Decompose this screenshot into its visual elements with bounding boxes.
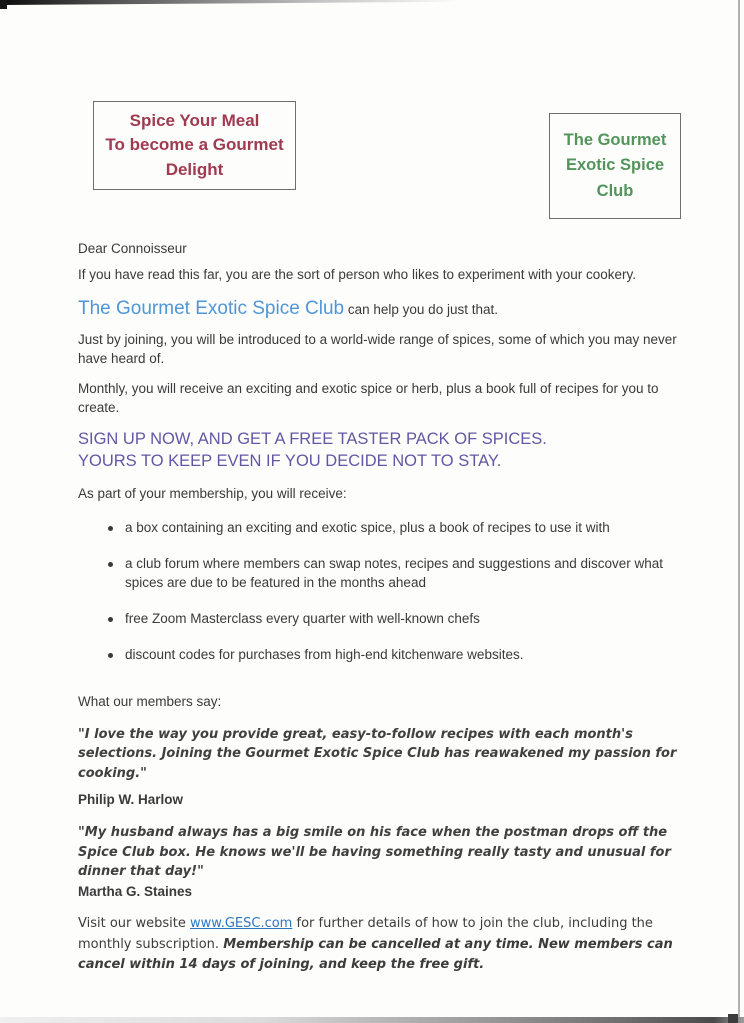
membership-intro: As part of your membership, you will receive: [78, 486, 347, 502]
club-sentence [78, 296, 694, 323]
footer-paragraph [78, 914, 694, 974]
scan-edge-top [0, 0, 461, 5]
slogan-line: Delight [165, 159, 224, 179]
benefit-item [125, 555, 694, 593]
scan-corner-mark [0, 0, 7, 9]
benefit-item [125, 610, 694, 629]
scan-bottom-mark [728, 1014, 738, 1023]
joining-paragraph: Just by joining, you will be introduced to a world-wide range of spices, some of which you may never have heard of. [78, 332, 677, 367]
club-box-line: Club [596, 181, 634, 200]
scan-edge-bottom [0, 1017, 744, 1023]
bullet-dot-icon [108, 526, 113, 531]
club-name-text: The Gourmet Exotic Spice Club [78, 297, 345, 319]
slogan-box [93, 101, 296, 190]
signup-heading-line1: SIGN UP NOW, AND GET A FREE TASTER PACK OF SPICES. [78, 429, 547, 448]
testimonial-author: Philip W. Harlow [78, 792, 184, 808]
monthly-paragraph: Monthly, you will receive an exciting and exotic spice or herb, plus a book full of recipes for you to create. [78, 381, 659, 416]
bullet-dot-icon [108, 562, 113, 567]
testimonial-quote: "I love the way you provide great, easy-to-follow recipes with each month's selections. Joining the Gourmet Exotic Spice Club has reawakened my passion for cooking." [78, 726, 677, 781]
bullet-dot-icon [108, 653, 113, 658]
benefit-text: free Zoom Masterclass every quarter with well-known chefs [125, 611, 480, 627]
benefits-list [78, 519, 694, 664]
benefit-text: a box containing an exciting and exotic spice, plus a book of recipes to use it with [125, 520, 610, 536]
scan-edge-right [738, 0, 740, 1023]
club-sentence-rest: can help you do just that. [344, 301, 498, 317]
signup-heading-line2: YOURS TO KEEP EVEN IF YOU DECIDE NOT TO STAY. [78, 451, 502, 470]
club-box-line: Exotic Spice [565, 156, 665, 175]
benefit-item [125, 519, 694, 538]
bullet-dot-icon [108, 617, 113, 622]
club-name-box [549, 113, 681, 219]
salutation: Dear Connoisseur [78, 241, 187, 256]
benefit-text: discount codes for purchases from high-end kitchenware websites. [125, 646, 524, 662]
testimonial-quote: "My husband always has a big smile on his face when the postman drops off the Spice Club box. He knows we'll be having something really tasty and unusual for dinner that day!" [78, 825, 671, 880]
intro-paragraph: If you have read this far, you are the sort of person who likes to experiment with your cookery. [78, 266, 637, 282]
slogan-line: To become a Gourmet [105, 135, 284, 155]
website-link[interactable]: www.GESC.com [190, 916, 293, 932]
benefit-text: a club forum where members can swap notes, recipes and suggestions and discover what spices are due to be featured in the months ahead [125, 556, 664, 591]
club-box-line: The Gourmet [563, 130, 667, 149]
footer-after-link: for further details of how to join the club, including the monthly subscription. [78, 916, 653, 952]
signup-heading [78, 429, 694, 473]
slogan-line: Spice Your Meal [129, 110, 260, 130]
letter-body [78, 240, 694, 986]
cancellation-note: Membership can be cancelled at any time. New members can cancel within 14 days of joining, and keep the free gift. [78, 936, 673, 972]
benefit-item [125, 646, 694, 665]
testimonial-author: Martha G. Staines [78, 883, 193, 899]
members-say-heading: What our members say: [78, 693, 222, 709]
footer-before-link: Visit our website [78, 916, 190, 932]
